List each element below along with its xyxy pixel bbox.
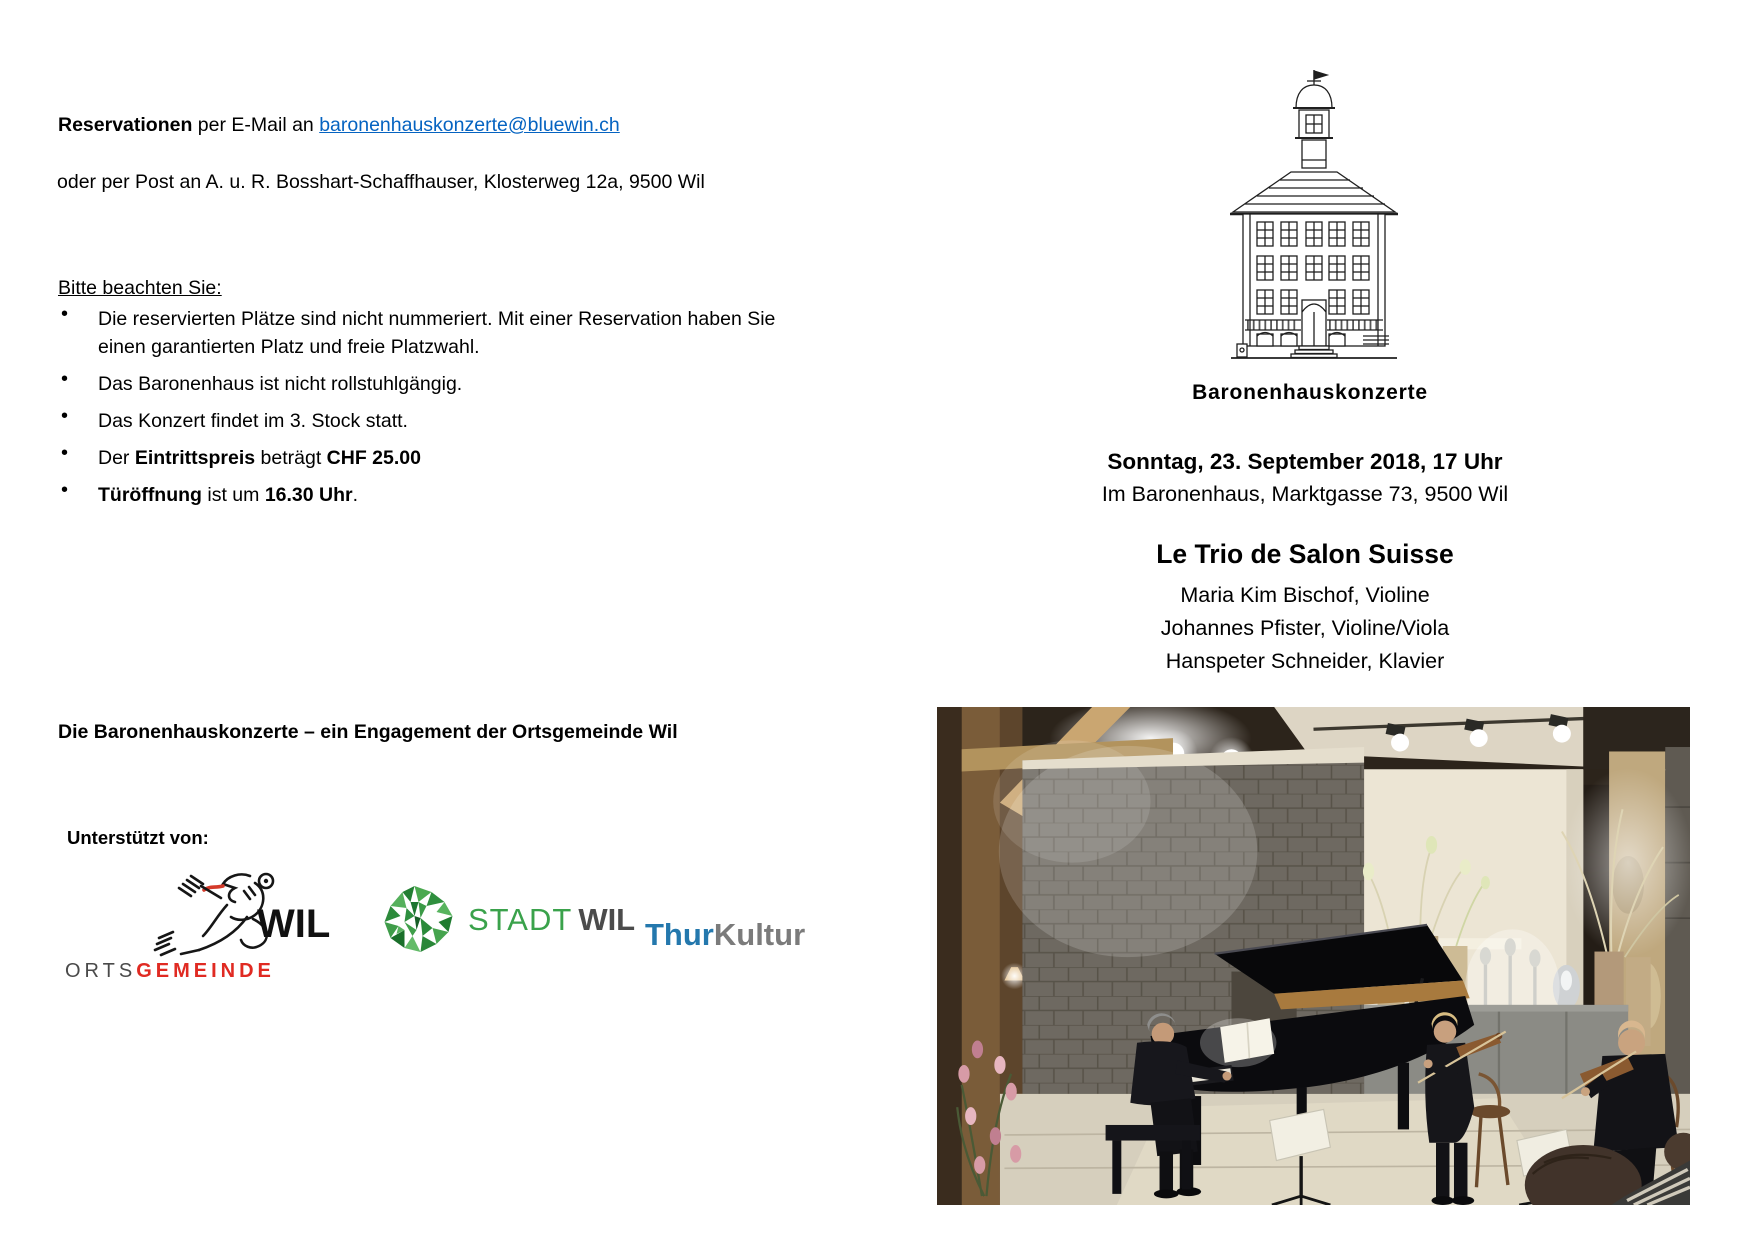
list-item bbox=[54, 444, 814, 472]
bullet-icon: • bbox=[61, 405, 69, 428]
list-item bbox=[54, 407, 814, 435]
bullet-text: Das Baronenhaus ist nicht rollstuhlgängig. bbox=[98, 373, 463, 396]
reservation-line bbox=[58, 113, 620, 137]
event-date: Sonntag, 23. September 2018, 17 Uhr bbox=[1107, 449, 1503, 474]
notes-list bbox=[54, 305, 814, 518]
emblem-caption: Baronenhauskonzerte bbox=[1192, 381, 1428, 404]
reservation-label: Reservationen bbox=[58, 114, 193, 136]
event-header bbox=[1015, 449, 1595, 507]
ortsgemeinde-wordmark: ORTSGEMEINDE bbox=[65, 960, 275, 982]
ortsgemeinde-wil-text: WIL bbox=[257, 902, 331, 946]
event-venue: Im Baronenhaus, Marktgasse 73, 9500 Wil bbox=[1101, 482, 1509, 506]
ensemble-name: Le Trio de Salon Suisse bbox=[1156, 539, 1454, 569]
list-item bbox=[54, 305, 814, 362]
list-item bbox=[54, 370, 814, 398]
post-line: oder per Post an A. u. R. Bosshart-Schaffhauser, Klosterweg 12a, 9500 Wil bbox=[57, 171, 705, 193]
bullet-text: Das Konzert findet im 3. Stock statt. bbox=[98, 410, 408, 433]
bullet-icon: • bbox=[61, 442, 69, 465]
bullet-icon: • bbox=[61, 368, 69, 391]
concert-photo bbox=[937, 707, 1690, 1205]
list-item bbox=[54, 481, 814, 509]
ensemble-block bbox=[1015, 539, 1595, 678]
bullet-text: Der Eintrittspreis beträgt CHF 25.00 bbox=[98, 447, 421, 470]
musician-line: Hanspeter Schneider, Klavier bbox=[1165, 649, 1445, 673]
bullet-icon: • bbox=[61, 303, 69, 325]
musician-line: Johannes Pfister, Violine/Viola bbox=[1160, 616, 1450, 640]
thurkultur-logo: ThurKultur bbox=[645, 917, 806, 952]
notes-heading: Bitte beachten Sie: bbox=[58, 277, 222, 299]
bullet-text: Türöffnung ist um 16.30 Uhr. bbox=[98, 484, 359, 507]
email-link[interactable]: baronenhauskonzerte@bluewin.ch bbox=[319, 114, 620, 136]
engagement-line: Die Baronenhauskonzerte – ein Engagement der Ortsgemeinde Wil bbox=[58, 721, 678, 743]
baronenhaus-drawing bbox=[1217, 66, 1407, 362]
stadt-wil-mosaic-icon bbox=[376, 882, 460, 958]
stadt-wil-logo bbox=[376, 882, 635, 958]
musician-line: Maria Kim Bischof, Violine bbox=[1180, 583, 1430, 607]
ortsgemeinde-wil-logo bbox=[65, 866, 331, 986]
stadt-wil-wordmark: STADT WIL bbox=[468, 902, 636, 937]
supported-by-label: Unterstützt von: bbox=[67, 827, 209, 848]
bullet-icon: • bbox=[61, 479, 69, 502]
bullet-text: Die reservierten Plätze sind nicht nummeriert. Mit einer Reservation haben Sie einen garantierten Platz und freie Platzwahl. bbox=[98, 308, 776, 359]
reservation-middle: per E-Mail an bbox=[192, 114, 320, 136]
